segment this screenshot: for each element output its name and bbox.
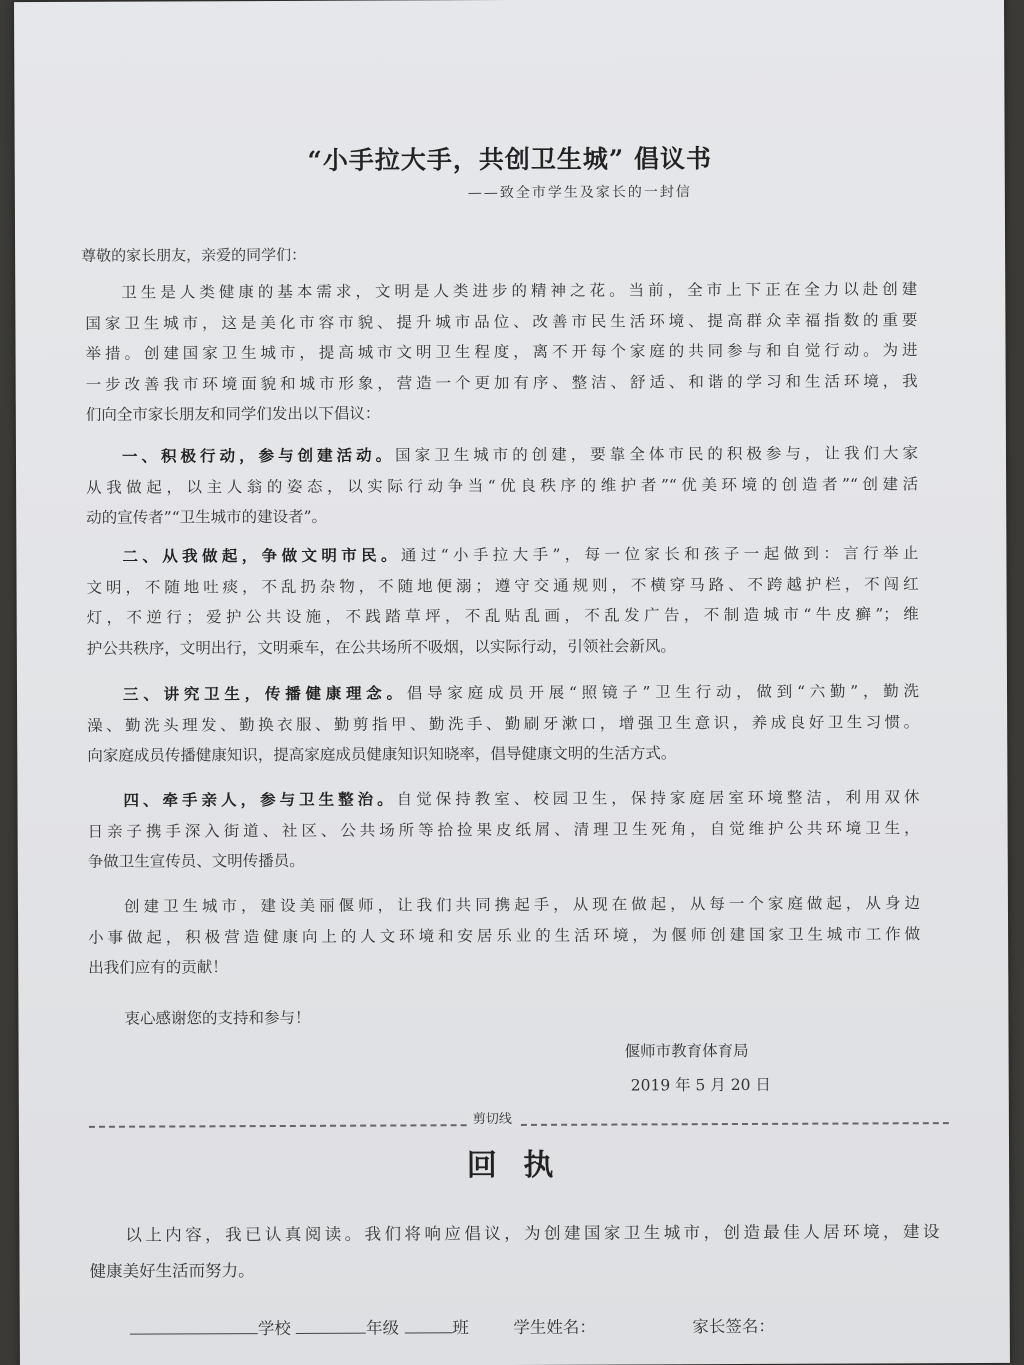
section-first-line	[86, 438, 918, 472]
intro-line: 卫生是人类健康的基本需求，文明是人类进步的精神之花。当前，全市上下正在全力以赴创建	[121, 280, 918, 302]
section-first-line	[87, 676, 919, 710]
closing-line: 出我们应有的贡献！	[88, 958, 228, 977]
school-blank[interactable]	[130, 1315, 258, 1335]
intro-line: 国家卫生城市，这是美化市容市貌、提升城市品位、改善市民生活环境、提高群众幸福指数的重要	[85, 310, 918, 333]
section-text: 国家卫生城市的创建，要靠全体市民的积极参与，让我们大家	[395, 444, 919, 465]
greeting: 尊敬的家长朋友，亲爱的同学们：	[81, 245, 307, 265]
section-line: 从我做起，以主人翁的姿态，以实际行动争当“优良秩序的维护者”“优美环境的创造者”“创建活	[86, 474, 919, 497]
section-line: 动的宣传者”“卫生城市的建设者”。	[86, 507, 328, 527]
closing-paragraph	[88, 888, 920, 983]
parent-signature-label: 家长签名：	[692, 1316, 775, 1337]
thanks-paragraph	[88, 1000, 920, 1034]
class-label: 班	[452, 1318, 469, 1338]
intro-paragraph	[85, 274, 918, 430]
paper-sheet	[14, 0, 1010, 1365]
section-heading: 二、从我做起，争做文明市民。	[122, 545, 401, 566]
student-name-label: 学生姓名：	[513, 1317, 596, 1337]
signature-org: 偃师市教育体育局	[624, 1041, 749, 1061]
receipt-line: 健康美好生活而努力。	[89, 1261, 255, 1281]
section-line: 日亲子携手深入街道、社区、公共场所等拾捡果皮纸屑、清理卫生死角，自觉维护公共环境卫生，	[87, 818, 920, 841]
section-heading: 一、积极行动，参与创建活动。	[121, 445, 396, 466]
section-line: 澡、勤洗头理发、勤换衣服、勤剪指甲、勤洗手、勤刷牙漱口，增强卫生意识，养成良好卫生习惯。	[87, 712, 920, 735]
section-first-line	[86, 538, 918, 572]
cut-line-label: 剪切线	[467, 1108, 518, 1127]
receipt-body	[89, 1214, 939, 1290]
intro-line: 们向全市家长朋友和同学们发出以下倡议：	[85, 404, 381, 424]
section-line: 争做卫生宣传员、文明传播员。	[87, 851, 305, 871]
intro-line: 一步改善我市环境面貌和城市形象，营造一个更加有序、整洁、舒适、和谐的学习和生活环境，我	[85, 371, 918, 394]
section-3	[87, 676, 919, 771]
grade-blank[interactable]	[296, 1315, 366, 1334]
section-heading: 四、牵手亲人，参与卫生整治。	[123, 789, 397, 810]
section-line: 文明，不随地吐痰，不乱扔杂物，不随地便溺；遵守交通规则，不横穿马路、不跨越护栏，不闯红	[86, 574, 919, 597]
receipt-title: 回 执	[466, 1147, 562, 1184]
section-1	[86, 438, 918, 533]
school-label: 学校	[257, 1318, 291, 1339]
section-line: 灯，不逆行；爱护公共设施，不践踏草坪，不乱贴乱画，不乱发广告，不制造城市“牛皮癣”；维	[86, 605, 919, 627]
section-line: 向家庭成员传播健康知识，提高家庭成员健康知识知晓率，倡导健康文明的生活方式。	[87, 744, 677, 765]
closing-line: 创建卫生城市，建设美丽偃师，让我们共同携起手，从现在做起，从每一个家庭做起，从身边	[123, 894, 920, 916]
receipt-line: 以上内容，我已认真阅读。我们将响应倡议，为创建国家卫生城市，创造最佳人居环境，建设	[125, 1222, 940, 1245]
section-text: 倡导家庭成员开展“照镜子”卫生行动，做到“六勤”，勤洗	[406, 682, 920, 703]
section-2	[86, 538, 919, 664]
section-4	[87, 782, 919, 877]
document-title: “小手拉大手，共创卫生城” 倡议书	[307, 144, 712, 175]
document-subtitle: ——致全市学生及家长的一封信	[467, 184, 692, 202]
receipt-form-row	[130, 1313, 775, 1340]
section-text: 自觉保持教室、校园卫生，保持家庭居室环境整洁，利用双休	[396, 788, 920, 809]
intro-line: 举措。创建国家卫生城市，提高城市文明卫生程度，离不开每个家庭的共同参与和自觉行动。为进	[85, 341, 918, 363]
document-content	[14, 0, 1010, 1365]
cut-line-divider	[89, 1122, 949, 1130]
closing-line: 小事做起，积极营造健康向上的人文环境和安居乐业的生活环境，为偃师创建国家卫生城市工作做	[88, 924, 921, 947]
signature-date: 2019 年 5 月 20 日	[630, 1075, 771, 1095]
grade-label: 年级	[366, 1318, 400, 1338]
section-heading: 三、讲究卫生，传播健康理念。	[122, 683, 407, 704]
thanks-line: 衷心感谢您的支持和参与！	[124, 1008, 311, 1028]
section-text: 通过“小手拉大手”，每一位家长和孩子一起做到：言行举止	[400, 544, 919, 565]
section-first-line	[87, 782, 919, 816]
class-blank[interactable]	[404, 1314, 452, 1333]
section-line: 护公共秩序，文明出行，文明乘车，在公共场所不吸烟，以实际行动，引领社会新风。	[86, 636, 676, 658]
